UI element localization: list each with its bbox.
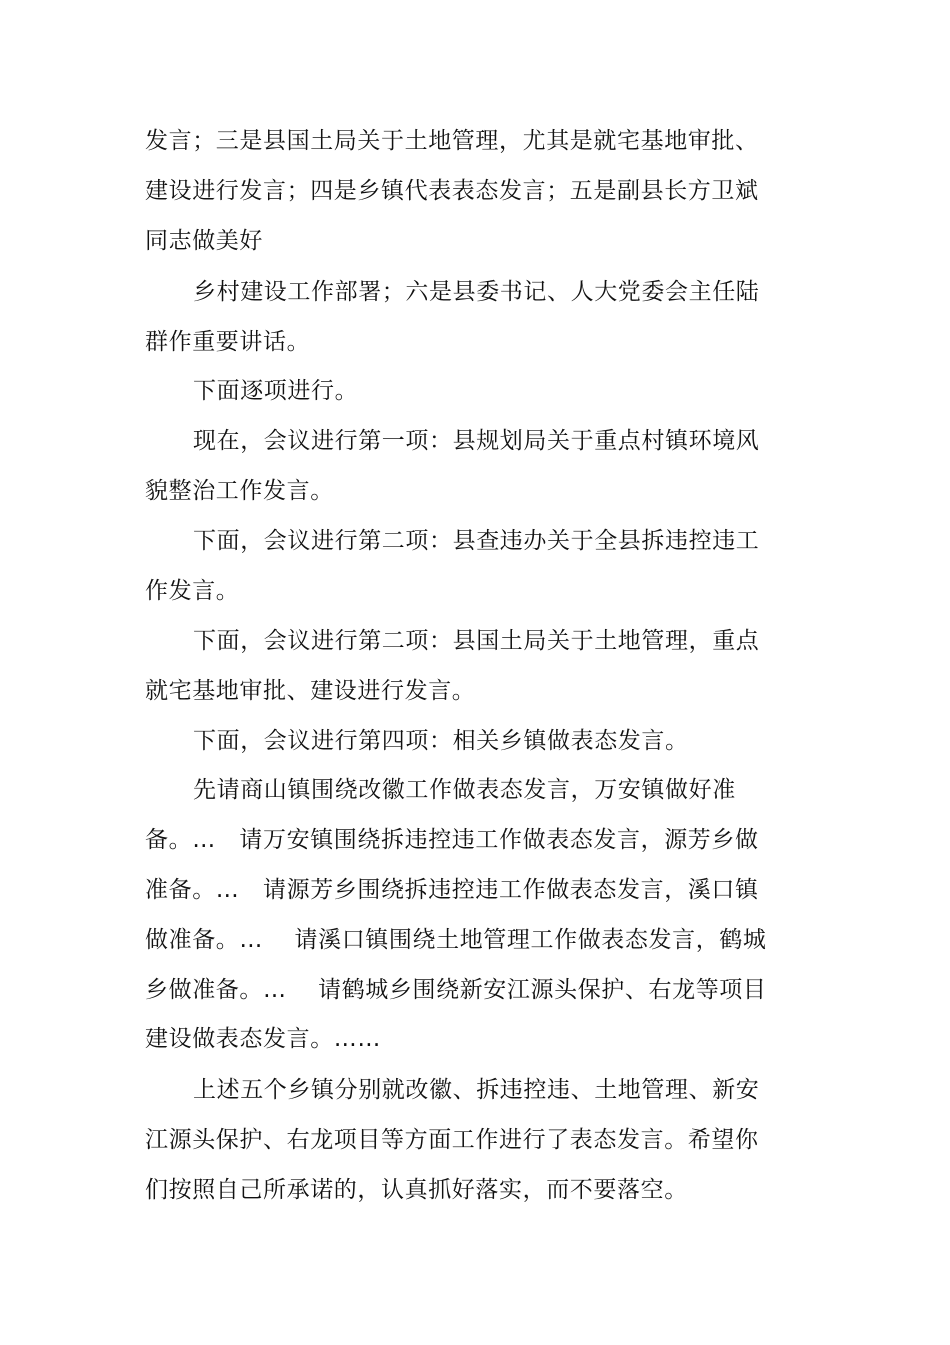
- text-line: 群作重要讲话。: [145, 329, 311, 355]
- text-line: 发言；三是县国土局关于土地管理，尤其是就宅基地审批、: [145, 128, 759, 154]
- text-line: 乡村建设工作部署；六是县委书记、人大党委会主任陆: [193, 279, 760, 305]
- text-line: 备。… 请万安镇围绕拆违控违工作做表态发言，源芳乡做: [145, 827, 759, 853]
- text-line: 下面逐项进行。: [193, 378, 359, 404]
- text-line: 貌整治工作发言。: [145, 478, 334, 504]
- text-line: 上述五个乡镇分别就改徽、拆违控违、土地管理、新安: [193, 1077, 760, 1103]
- text-line: 现在，会议进行第一项：县规划局关于重点村镇环境风: [193, 428, 760, 454]
- text-line: 下面，会议进行第二项：县查违办关于全县拆违控违工: [193, 528, 760, 554]
- text-line: 先请商山镇围绕改徽工作做表态发言，万安镇做好准: [193, 777, 736, 803]
- text-line: 准备。… 请源芳乡围绕拆违控违工作做表态发言，溪口镇: [145, 877, 759, 903]
- text-line: 乡做准备。… 请鹤城乡围绕新安江源头保护、右龙等项目: [145, 977, 767, 1003]
- text-line: 下面，会议进行第四项：相关乡镇做表态发言。: [193, 728, 689, 754]
- text-line: 做准备。… 请溪口镇围绕土地管理工作做表态发言，鹤城: [145, 927, 767, 953]
- text-line: 作发言。: [145, 578, 240, 604]
- text-line: 江源头保护、右龙项目等方面工作进行了表态发言。希望你: [145, 1127, 759, 1153]
- text-line: 同志做美好: [145, 228, 263, 254]
- text-line: 建设做表态发言。……: [145, 1026, 381, 1052]
- text-line: 就宅基地审批、建设进行发言。: [145, 678, 476, 704]
- text-line: 建设进行发言；四是乡镇代表表态发言；五是副县长方卫斌: [145, 178, 759, 204]
- text-line: 们按照自己所承诺的，认真抓好落实，而不要落空。: [145, 1177, 688, 1203]
- text-line: 下面，会议进行第二项：县国土局关于土地管理，重点: [193, 628, 760, 654]
